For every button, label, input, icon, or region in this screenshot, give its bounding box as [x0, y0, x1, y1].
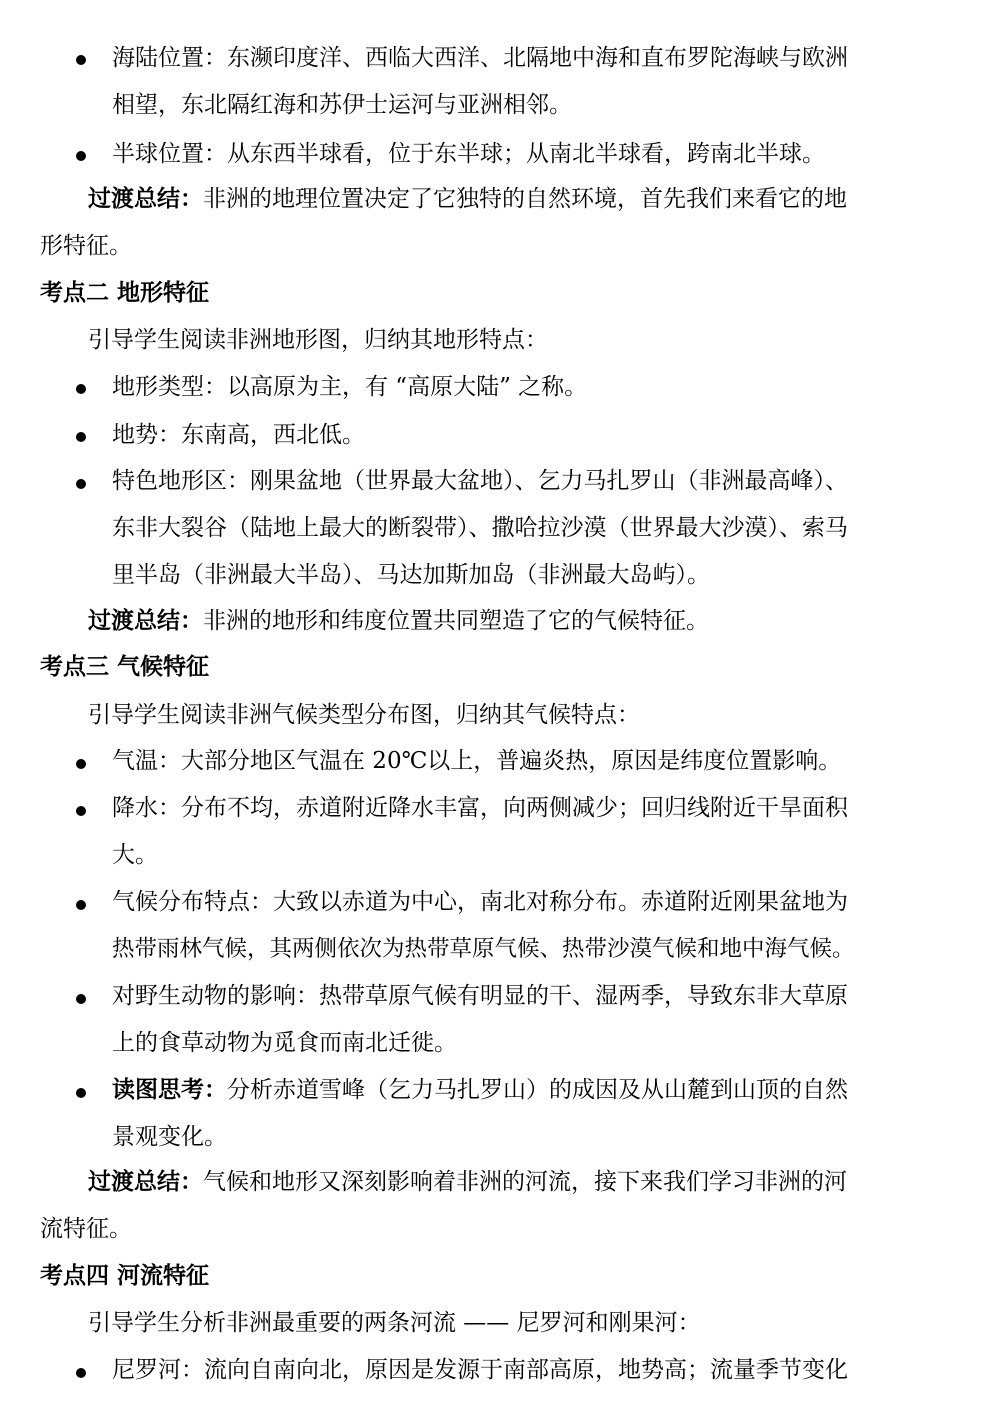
wildlife-item [112, 981, 848, 1011]
temperature-item [112, 746, 841, 776]
item-label: 对野生动物的影响： [112, 983, 319, 1009]
item-text: 以高原为主，有 “高原大陆” 之称。 [227, 374, 588, 400]
item-text: 刚果盆地（世界最大盆地）、乞力马扎罗山（非洲最高峰）、 [250, 468, 848, 494]
section-heading-rivers: 考点四 河流特征 [40, 1262, 210, 1289]
item-text: 东濒印度洋、西临大西洋、北隔地中海和直布罗陀海峡与欧洲 [227, 45, 848, 71]
item-text: 分析赤道雪峰（乞力马扎罗山）的成因及从山麓到山顶的自然 [227, 1077, 848, 1103]
terrain-type-item [112, 372, 587, 402]
item-text: 热带草原气候有明显的干、湿两季，导致东非大草原 [319, 983, 848, 1009]
sea-location-line2: 相望，东北隔红海和苏伊士运河与亚洲相邻。 [112, 92, 572, 118]
item-label: 海陆位置： [112, 45, 227, 71]
item-text: 从东西半球看，位于东半球；从南北半球看，跨南北半球。 [227, 141, 825, 167]
item-text: 大致以赤道为中心，南北对称分布。赤道附近刚果盆地为 [273, 889, 848, 915]
features-line3: 里半岛（非洲最大半岛）、马达加斯加岛（非洲最大岛屿）。 [112, 562, 710, 588]
precipitation-line2: 大。 [112, 842, 158, 868]
transition-summary-1-line2: 形特征。 [40, 233, 132, 259]
item-text: 流向自南向北，原因是发源于南部高原，地势高；流量季节变化 [204, 1357, 848, 1383]
bullet [76, 900, 86, 910]
transition-label: 过渡总结： [88, 1168, 203, 1195]
item-label: 气候分布特点： [112, 889, 273, 915]
item-text: 东南高，西北低。 [181, 422, 365, 448]
section-intro-rivers: 引导学生分析非洲最重要的两条河流 —— 尼罗河和刚果河： [88, 1310, 701, 1336]
features-item [112, 466, 848, 496]
transition-summary-3 [88, 1167, 847, 1197]
item-label: 地形类型： [112, 374, 227, 400]
bullet [76, 384, 86, 394]
item-label: 地势： [112, 422, 181, 448]
bullet [76, 759, 86, 769]
section-intro-climate: 引导学生阅读非洲气候类型分布图，归纳其气候特点： [88, 702, 640, 728]
features-line2: 东非大裂谷（陆地上最大的断裂带）、撒哈拉沙漠（世界最大沙漠）、索马 [112, 515, 848, 541]
distribution-item [112, 887, 848, 917]
bullet [76, 1368, 86, 1378]
transition-text: 气候和地形又深刻影响着非洲的河流，接下来我们学习非洲的河 [203, 1169, 847, 1195]
item-label: 降水： [112, 795, 181, 821]
precipitation-item [112, 793, 848, 823]
section-heading-terrain: 考点二 地形特征 [40, 279, 210, 306]
bullet [76, 479, 86, 489]
distribution-line2: 热带雨林气候，其两侧依次为热带草原气候、热带沙漠气候和地中海气候。 [112, 936, 855, 962]
transition-label: 过渡总结： [88, 607, 203, 634]
item-label: 读图思考： [112, 1076, 227, 1103]
bullet [76, 432, 86, 442]
transition-summary-3-line2: 流特征。 [40, 1216, 132, 1242]
transition-text: 非洲的地理位置决定了它独特的自然环境，首先我们来看它的地 [203, 186, 847, 212]
bullet [76, 55, 86, 65]
section-intro-terrain: 引导学生阅读非洲地形图，归纳其地形特点： [88, 327, 548, 353]
item-text: 大部分地区气温在 20℃以上，普遍炎热，原因是纬度位置影响。 [181, 748, 842, 774]
item-label: 特色地形区： [112, 468, 250, 494]
sea-location-item [112, 43, 848, 73]
slope-item [112, 420, 365, 450]
map-thinking-line2: 景观变化。 [112, 1124, 227, 1150]
item-label: 气温： [112, 748, 181, 774]
transition-summary-1 [88, 184, 847, 214]
bullet [76, 994, 86, 1004]
nile-item [112, 1355, 848, 1385]
transition-summary-2 [88, 606, 709, 636]
map-thinking-item [112, 1075, 848, 1105]
transition-label: 过渡总结： [88, 185, 203, 212]
bullet [76, 1088, 86, 1098]
item-label: 半球位置： [112, 141, 227, 167]
item-text: 分布不均，赤道附近降水丰富，向两侧减少；回归线附近干旱面积 [181, 795, 848, 821]
section-heading-climate: 考点三 气候特征 [40, 653, 210, 680]
item-label: 尼罗河： [112, 1357, 204, 1383]
hemisphere-item [112, 139, 825, 169]
transition-text: 非洲的地形和纬度位置共同塑造了它的气候特征。 [203, 608, 709, 634]
wildlife-line2: 上的食草动物为觅食而南北迁徙。 [112, 1030, 457, 1056]
bullet [76, 151, 86, 161]
bullet [76, 806, 86, 816]
